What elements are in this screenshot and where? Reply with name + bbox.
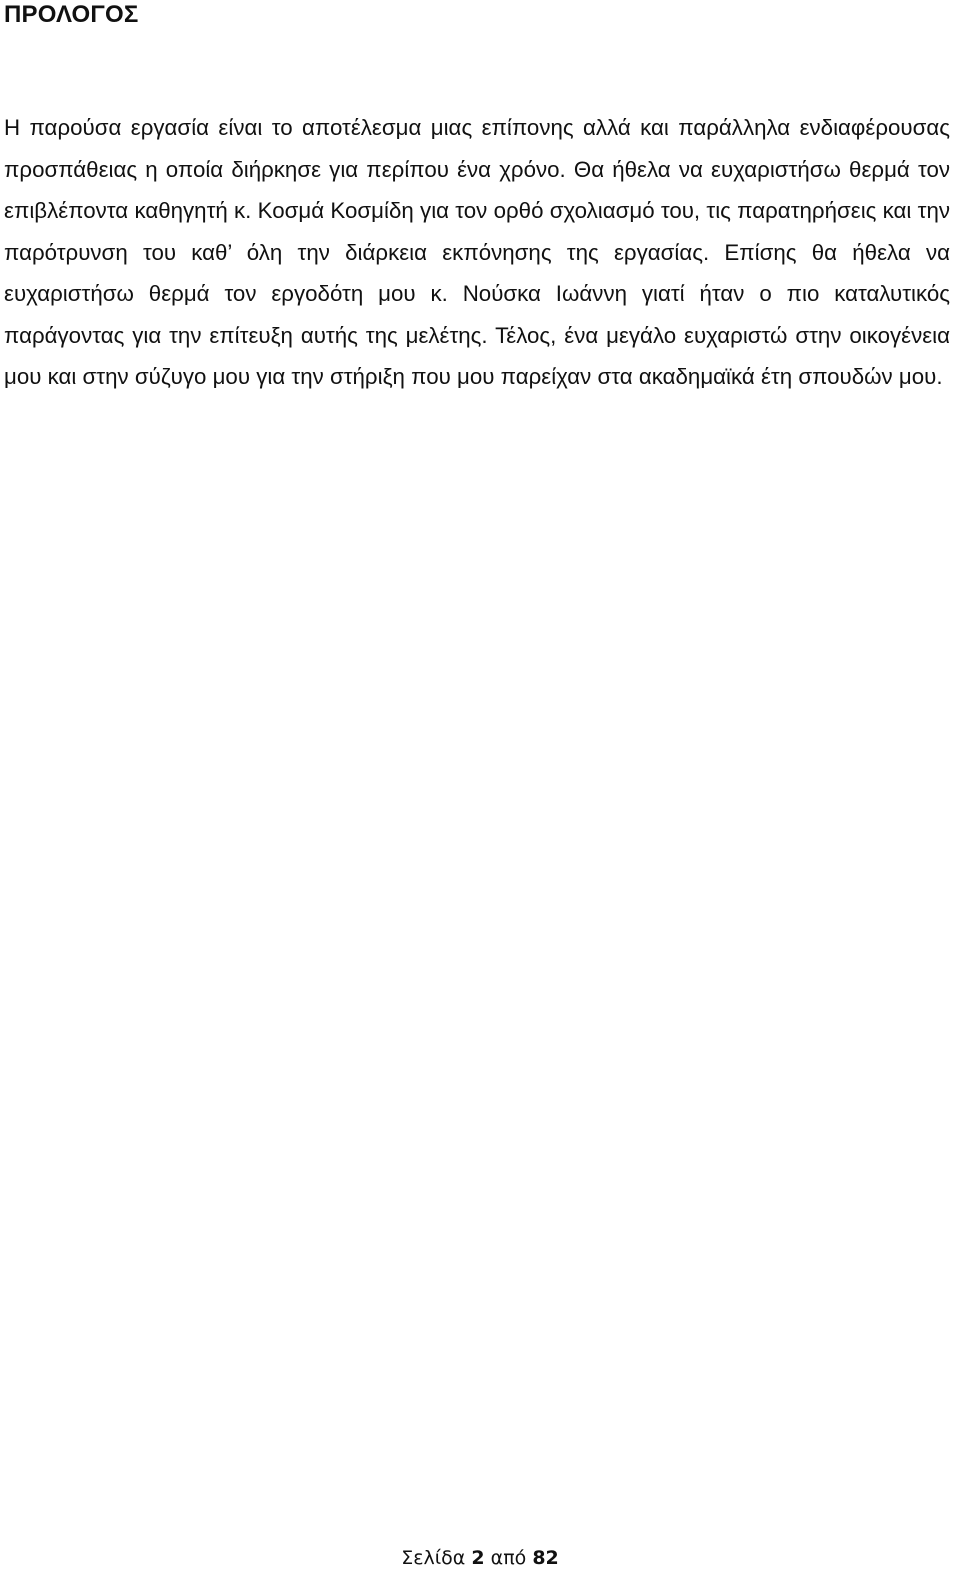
- page-footer: [0, 1545, 960, 1571]
- preface-paragraph: Η παρούσα εργασία είναι το αποτέλεσμα μιας επίπονης αλλά και παράλληλα ενδιαφέρουσας προσπάθειας η οποία διήρκησε για περίπου ένα χρόνο. Θα ήθελα να ευχαριστήσω θερμά τον επιβλέποντα καθηγητή κ. Κοσμά Κοσμίδη για τον ορθό σχολιασμό του, τις παρατηρήσεις και την παρότρυνση του καθ’ όλη την διάρκεια εκπόνησης της εργασίας. Επίσης θα ήθελα να ευχαριστήσω θερμά τον εργοδότη μου κ. Νούσκα Ιωάννη γιατί ήταν ο πιο καταλυτικός παράγοντας για την επίτευξη αυτής της μελέτης. Τέλος, ένα μεγάλο ευχαριστώ στην οικογένεια μου και στην σύζυγο μου για την στήριξη που μου παρείχαν στα ακαδημαϊκά έτη σπουδών μου.: [4, 115, 950, 389]
- page-title: ΠΡΟΛΟΓΟΣ: [4, 1, 139, 28]
- total-pages-number: 82: [532, 1547, 559, 1569]
- of-label: από: [490, 1547, 527, 1569]
- page-label: Σελίδα: [401, 1547, 466, 1569]
- current-page-number: 2: [471, 1547, 485, 1569]
